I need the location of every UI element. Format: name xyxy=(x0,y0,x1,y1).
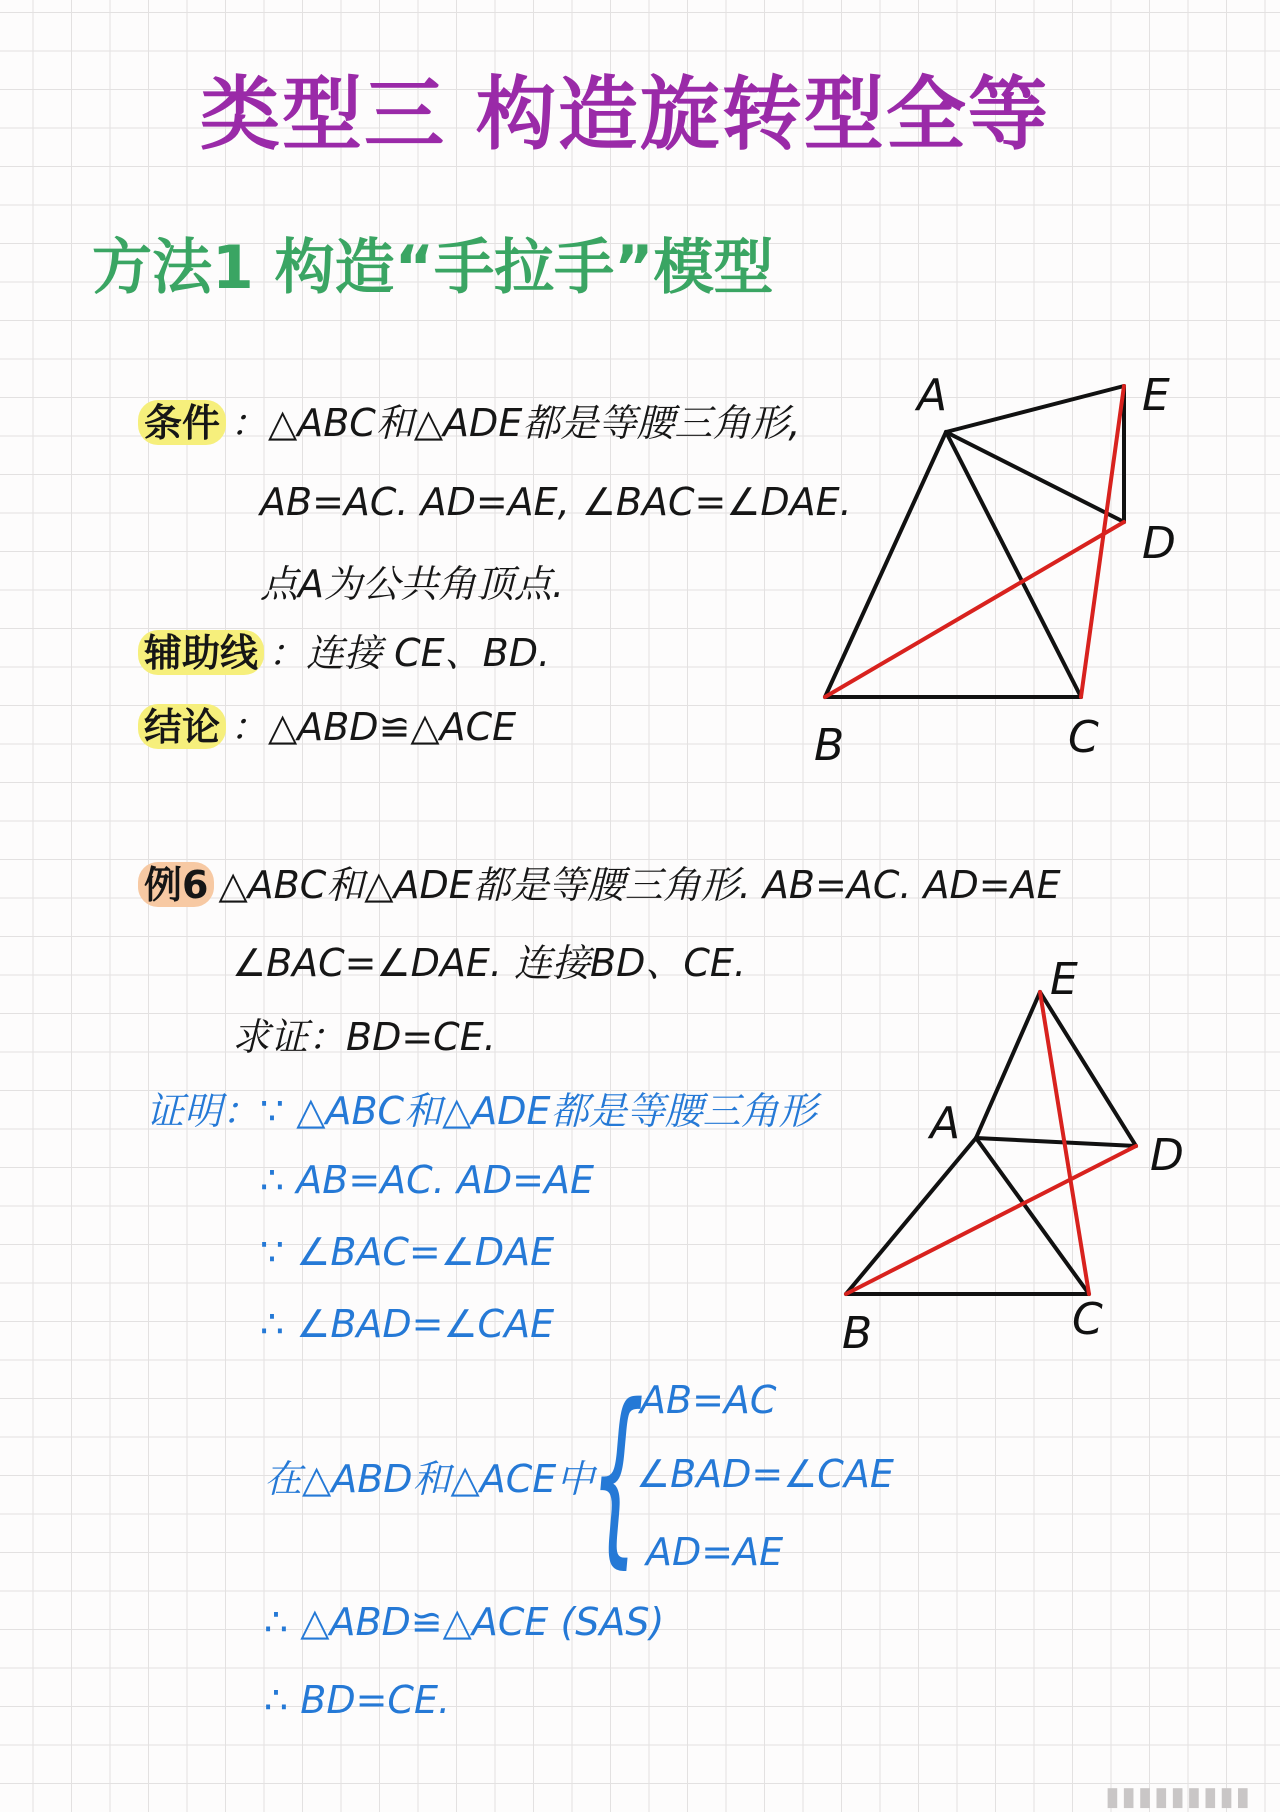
fig1-segment-ab xyxy=(825,432,946,697)
fig2-segment-ae xyxy=(976,992,1040,1138)
conclusion-text: ：△ABD≌△ACE xyxy=(230,705,517,749)
condition-label: 条件 xyxy=(138,392,226,447)
proof-brace-item-1: AB=AC xyxy=(640,1378,777,1422)
fig1-label-d: D xyxy=(1142,518,1176,569)
proof-line-1: 证明：∵ △ABC和△ADE都是等腰三角形 xyxy=(146,1089,817,1133)
proof-brace-item-2: ∠BAD=∠CAE xyxy=(636,1452,894,1496)
condition-line-2: AB=AC. AD=AE, ∠BAC=∠DAE. xyxy=(260,480,852,524)
fig2-segment-ad xyxy=(976,1138,1136,1146)
fig2-segment-ac xyxy=(976,1138,1089,1294)
fig1-label-b: B xyxy=(814,720,845,771)
conclusion-label: 结论 xyxy=(138,696,226,751)
figure-2-example xyxy=(0,900,1280,1400)
proof-brace: { xyxy=(590,1364,645,1585)
fig2-label-e: E xyxy=(1050,954,1078,1005)
condition-line-3: 点A为公共角顶点. xyxy=(260,562,565,606)
proof-line-2: ∴ AB=AC. AD=AE xyxy=(260,1158,594,1202)
fig2-label-b: B xyxy=(842,1308,873,1359)
auxiliary-text: ：连接 CE、BD. xyxy=(268,631,551,675)
fig2-label-c: C xyxy=(1072,1294,1103,1345)
fig1-segment-bd xyxy=(825,522,1124,697)
fig1-segment-ae xyxy=(946,386,1124,432)
proof-line-7: ∴ BD=CE. xyxy=(264,1678,451,1722)
proof-brace-item-3: AD=AE xyxy=(646,1530,784,1574)
fig2-label-d: D xyxy=(1150,1130,1184,1181)
proof-line-6: ∴ △ABD≌△ACE (SAS) xyxy=(264,1600,665,1644)
fig1-label-e: E xyxy=(1142,370,1170,421)
fig1-label-c: C xyxy=(1068,712,1099,763)
proof-line-3: ∵ ∠BAC=∠DAE xyxy=(260,1230,555,1274)
fig1-segment-ad xyxy=(946,432,1124,522)
page-title: 类型三 构造旋转型全等 xyxy=(200,68,1050,161)
proof-line-4: ∴ ∠BAD=∠CAE xyxy=(260,1302,555,1346)
fig2-label-a: A xyxy=(930,1098,961,1149)
example-text-1: △ABC和△ADE都是等腰三角形. AB=AC. AD=AE xyxy=(218,863,1061,907)
fig2-segment-ab xyxy=(846,1138,976,1294)
method-heading: 方法1 构造“手拉手”模型 xyxy=(92,233,774,303)
fig2-segment-bd xyxy=(846,1146,1136,1294)
fig1-label-a: A xyxy=(917,370,948,421)
condition-text-1: ：△ABC和△ADE都是等腰三角形, xyxy=(230,401,801,445)
example-line-3: 求证：BD=CE. xyxy=(232,1015,496,1059)
auxiliary-label: 辅助线 xyxy=(138,622,264,677)
example-label: 例6 xyxy=(138,854,214,909)
figure-1-hand-in-hand xyxy=(0,0,1280,800)
example-line-2: ∠BAC=∠DAE. 连接BD、CE. xyxy=(232,941,746,985)
fig1-segment-ac xyxy=(946,432,1081,697)
signal-bars-icon: ▮▮▮▮▮▮▮▮▮ xyxy=(1105,1782,1252,1812)
proof-line-5: 在△ABD和△ACE中 xyxy=(264,1457,595,1501)
